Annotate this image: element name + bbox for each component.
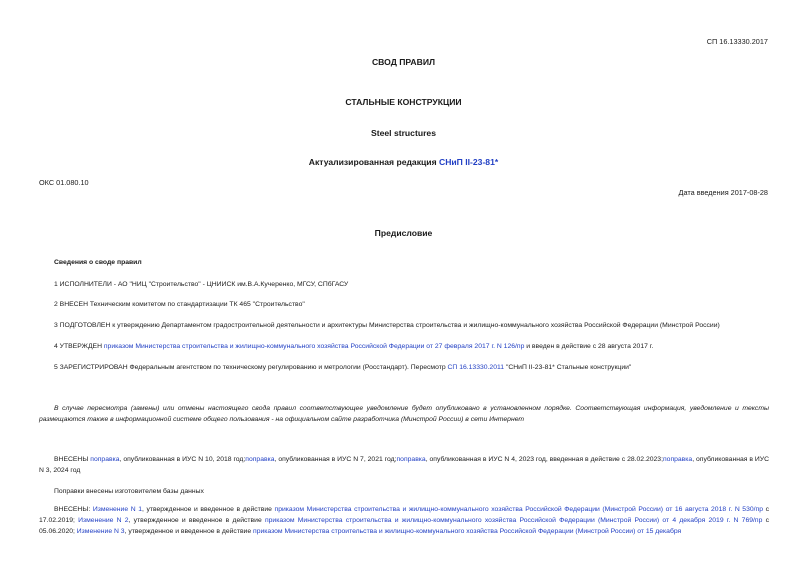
document-code: СП 16.13330.2017 xyxy=(706,37,768,46)
change-2-date: с 05.06.2020; xyxy=(39,517,769,535)
maker-note: Поправки внесены изготовителем базы данных xyxy=(54,488,204,495)
document-type: СВОД ПРАВИЛ xyxy=(371,57,436,67)
approval-order-link[interactable]: приказом Министерства строительства и жилищно-коммунального хозяйства Российской Федерации от 27 февраля 2017 г. N 126/пр xyxy=(103,343,525,350)
item5-prefix: 5 ЗАРЕГИСТРИРОВАН Федеральным агентством по техническому регулированию и метрологии (Росстандарт). Пересмотр xyxy=(54,364,446,371)
preface-item-2: 2 ВНЕСЕН Техническим комитетом по стандартизации ТК 465 "Строительство" xyxy=(54,301,305,308)
amendment-link-3[interactable]: поправка xyxy=(396,456,426,463)
item4-suffix: и введен в действие с 28 августа 2017 г. xyxy=(526,343,654,350)
changes-paragraph xyxy=(39,504,769,537)
preface-item-1: 1 ИСПОЛНИТЕЛИ - АО "НИЦ "Строительство" - ЦНИИСК им.В.А.Кучеренко, МГСУ, СПбГАСУ xyxy=(54,281,349,288)
edition-line xyxy=(0,157,807,167)
notice-paragraph: В случае пересмотра (замены) или отмены настоящего свода правил соответствующее уведомление будет опубликовано в установленном порядке. Соответствующая информация, уведомление и тексты размещаются также в информационной системе общего пользования - на официальном сайте разработчика (Минстрой России) в сети Интернет xyxy=(39,405,769,423)
change-2-order-link[interactable]: приказом Министерства строительства и жилищно-коммунального хозяйства Российской Федерации (Минстрой России) от 4 декабря 2019 г. N 769/пр xyxy=(264,517,763,524)
preface-item-5 xyxy=(54,362,631,373)
change-1-date: с 17.02.2019; xyxy=(39,506,769,524)
document-title: СТАЛЬНЫЕ КОНСТРУКЦИИ xyxy=(345,97,462,107)
info-heading: Сведения о своде правил xyxy=(54,259,142,266)
preface-heading: Предисловие xyxy=(374,228,433,238)
change-1-text: , утвержденное и введенное в действие xyxy=(141,506,272,513)
preface-item-4 xyxy=(54,341,653,352)
edition-prefix: Актуализированная редакция xyxy=(308,157,437,167)
document-title-en: Steel structures xyxy=(371,128,436,138)
amendment-link-2[interactable]: поправка xyxy=(245,456,275,463)
sp-2011-link[interactable]: СП 16.13330.2011 xyxy=(447,364,505,371)
preface-item-3: 3 ПОДГОТОВЛЕН к утверждению Департаментом градостроительной деятельности и архитектуры Министерства строительства и жилищно-коммунального хозяйства Российской Федерации (Минстрой России) xyxy=(54,322,720,329)
change-3-text: , утвержденное и введенное в действие xyxy=(124,528,252,535)
amendment-text-2: , опубликованная в ИУС N 7, 2021 год; xyxy=(274,456,397,463)
amendments-paragraph xyxy=(39,454,769,476)
change-3-link[interactable]: Изменение N 3 xyxy=(76,528,125,535)
change-2-link[interactable]: Изменение N 2 xyxy=(78,517,129,524)
amendment-text-1: , опубликованная в ИУС N 10, 2018 год; xyxy=(119,456,246,463)
intro-date: Дата введения 2017-08-28 xyxy=(678,188,768,197)
change-1-order-link[interactable]: приказом Министерства строительства и жилищно-коммунального хозяйства Российской Федерации (Минстрой России) от 16 августа 2018 г. N 530/пр xyxy=(274,506,763,513)
amendment-link-4[interactable]: поправка xyxy=(662,456,693,463)
change-1-link[interactable]: Изменение N 1 xyxy=(92,506,142,513)
amendment-link-1[interactable]: поправка xyxy=(90,456,120,463)
amendment-text-3: , опубликованная в ИУС N 4, 2023 год, введенная в действие с 28.02.2023; xyxy=(425,456,663,463)
okc-code: ОКС 01.080.10 xyxy=(39,178,89,187)
amendment-text-4: , опубликованная в ИУС N 3, 2024 год xyxy=(39,456,769,474)
change-2-text: , утвержденное и введенное в действие xyxy=(128,517,262,524)
item4-prefix: 4 УТВЕРЖДЕН xyxy=(54,343,102,350)
amendments-lead: ВНЕСЕНЫ xyxy=(54,456,89,463)
snip-link[interactable]: СНиП II-23-81* xyxy=(438,157,499,167)
change-3-order-link[interactable]: приказом Министерства строительства и жилищно-коммунального хозяйства Российской Федерации (Минстрой России) от 15 декабря xyxy=(253,528,682,535)
item5-suffix: "СНиП II-23-81* Стальные конструкции" xyxy=(505,364,632,371)
changes-lead: ВНЕСЕНЫ: xyxy=(54,506,91,513)
